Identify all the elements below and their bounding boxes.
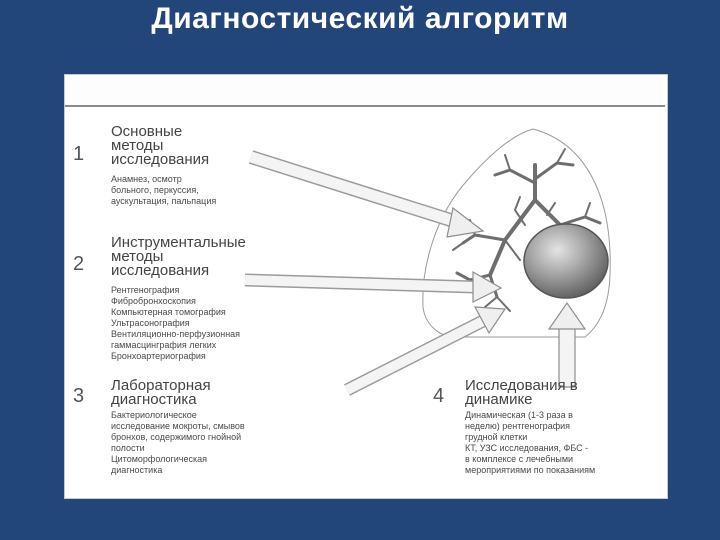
section-1-heading: Основные методы исследования bbox=[111, 123, 210, 168]
arrow-4 bbox=[549, 303, 585, 387]
section-1-details: Анамнез, осмотр больного, перкуссия, аускультация, пальпация bbox=[111, 174, 217, 206]
section-2-details: Рентгенография Фибробронхоскопия Компьютерная томография Ультрасонография Вентиляционно-перфузионная гаммасцинграфия легких Бронхоартериография bbox=[111, 285, 241, 361]
arrow-1 bbox=[251, 157, 483, 237]
slide-title: Диагностический алгоритм bbox=[151, 2, 569, 35]
section-4-details: Динамическая (1-3 раза в неделю) рентгенография грудной клетки КТ, УЗС исследования, ФБС - в комплексе с лечебными мероприятиями по показаниям bbox=[465, 410, 596, 475]
section-3-number: 3 bbox=[73, 385, 85, 407]
section-2-number: 2 bbox=[73, 253, 85, 275]
section-4-number: 4 bbox=[433, 385, 445, 407]
section-2-heading: Инструментальные методы исследования bbox=[111, 234, 246, 279]
diagram-panel bbox=[64, 74, 668, 499]
lesion-shadow bbox=[524, 224, 608, 298]
section-3-heading: Лабораторная диагностика bbox=[111, 377, 211, 408]
section-1-number: 1 bbox=[73, 143, 85, 165]
section-4-heading: Исследования в динамике bbox=[465, 377, 578, 408]
section-3-details: Бактериологическое исследование мокроты, смывов бронхов, содержимого гнойной полости Цитоморфологическая диагностика bbox=[111, 410, 245, 475]
